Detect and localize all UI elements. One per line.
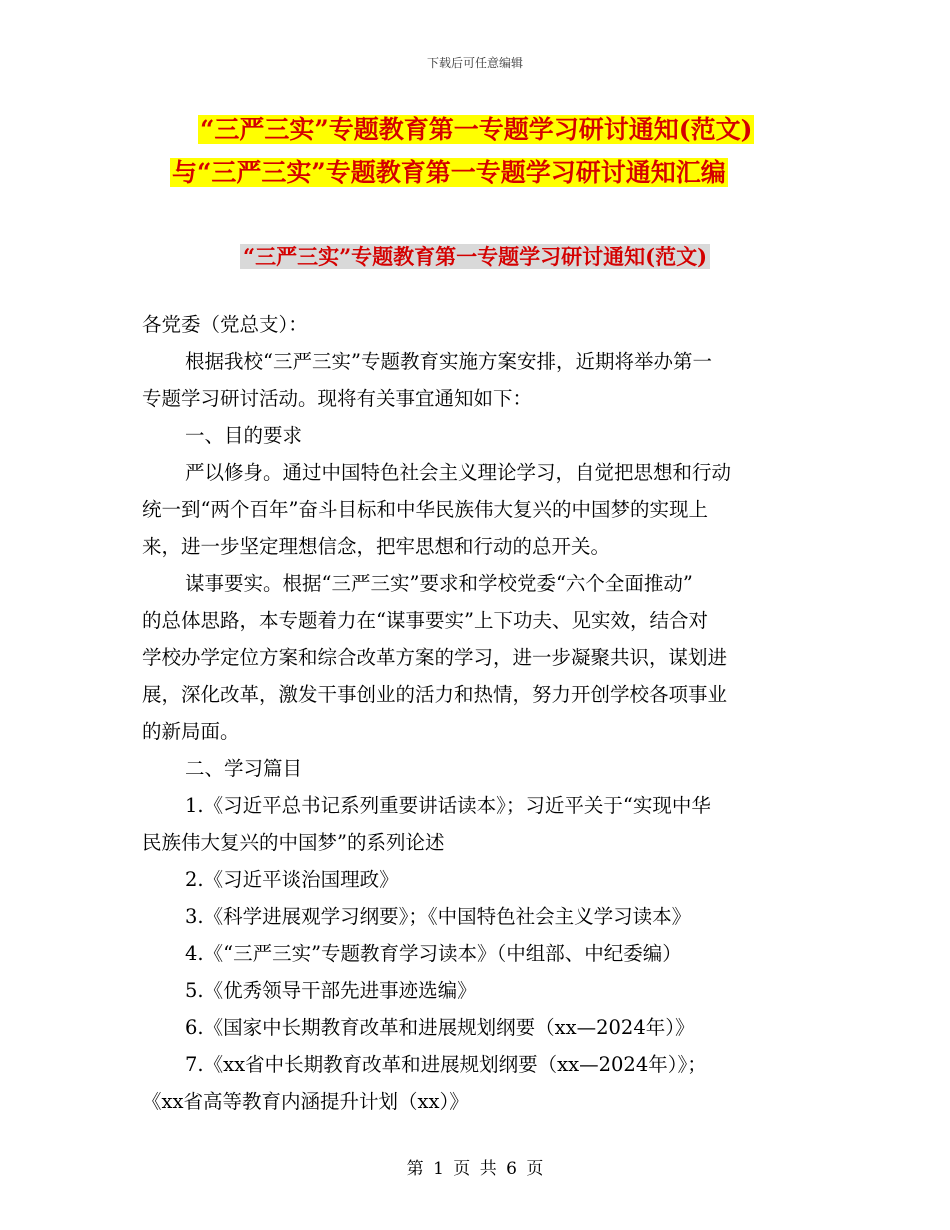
title-line-1 — [140, 108, 840, 151]
list-item: 3.《科学进展观学习纲要》；《中国特色社会主义学习读本》 — [185, 905, 692, 928]
document-title — [140, 108, 840, 194]
list-item: 2.《习近平谈治国理政》 — [185, 868, 399, 891]
section-subtitle-text: “三严三实”专题教育第一专题学习研讨通知(范文) — [240, 244, 710, 269]
salutation: 各党委（党总支）： — [142, 313, 308, 336]
list-item: 5.《优秀领导干部先进事迹选编》 — [185, 979, 477, 1002]
list-item: 1.《习近平总书记系列重要讲话读本》；习近平关于“实现中华 — [185, 794, 711, 817]
title-line-2 — [140, 151, 840, 194]
paragraph-line: 专题学习研讨活动。现将有关事宜通知如下： — [142, 387, 533, 410]
section-heading: 二、学习篇目 — [185, 757, 303, 780]
section-subtitle — [0, 241, 950, 271]
title-line-2-text: 与“三严三实”专题教育第一专题学习研讨通知汇编 — [172, 158, 726, 187]
paragraph-line: 谋事要实。根据“三严三实”要求和学校党委“六个全面推动” — [185, 572, 693, 595]
list-item: 6.《国家中长期教育改革和进展规划纲要（xx—2024年）》 — [185, 1016, 695, 1039]
title-line-1-text: “三严三实”专题教育第一专题学习研讨通知(范文) — [200, 115, 753, 144]
list-item-continuation: 民族伟大复兴的中国梦”的系列论述 — [142, 831, 445, 854]
list-item: 4.《“三严三实”专题教育学习读本》（中组部、中纪委编） — [185, 942, 682, 965]
body-text — [142, 306, 802, 1120]
paragraph-line: 学校办学定位方案和综合改革方案的学习，进一步凝聚共识，谋划进 — [142, 646, 728, 669]
paragraph-line: 展，深化改革，激发干事创业的活力和热情，努力开创学校各项事业 — [142, 683, 728, 706]
list-item: 7.《xx省中长期教育改革和进展规划纲要（xx—2024年）》； — [185, 1053, 707, 1076]
list-item-continuation: 《xx省高等教育内涵提升计划（xx）》 — [142, 1090, 469, 1113]
paragraph-line: 严以修身。通过中国特色社会主义理论学习，自觉把思想和行动 — [185, 461, 732, 484]
section-heading: 一、目的要求 — [185, 424, 303, 447]
paragraph-line: 统一到“两个百年”奋斗目标和中华民族伟大复兴的中国梦的实现上 — [142, 498, 708, 521]
paragraph-line: 的总体思路，本专题着力在“谋事要实”上下功夫、见实效，结合对 — [142, 609, 708, 632]
header-note: 下载后可任意编辑 — [426, 56, 523, 70]
paragraph-line: 来，进一步坚定理想信念，把牢思想和行动的总开关。 — [142, 535, 611, 558]
paragraph-line: 的新局面。 — [142, 720, 240, 743]
page-footer: 第 1 页 共 6 页 — [406, 1159, 544, 1179]
paragraph-line: 根据我校“三严三实”专题教育实施方案安排，近期将举办第一 — [185, 350, 712, 373]
